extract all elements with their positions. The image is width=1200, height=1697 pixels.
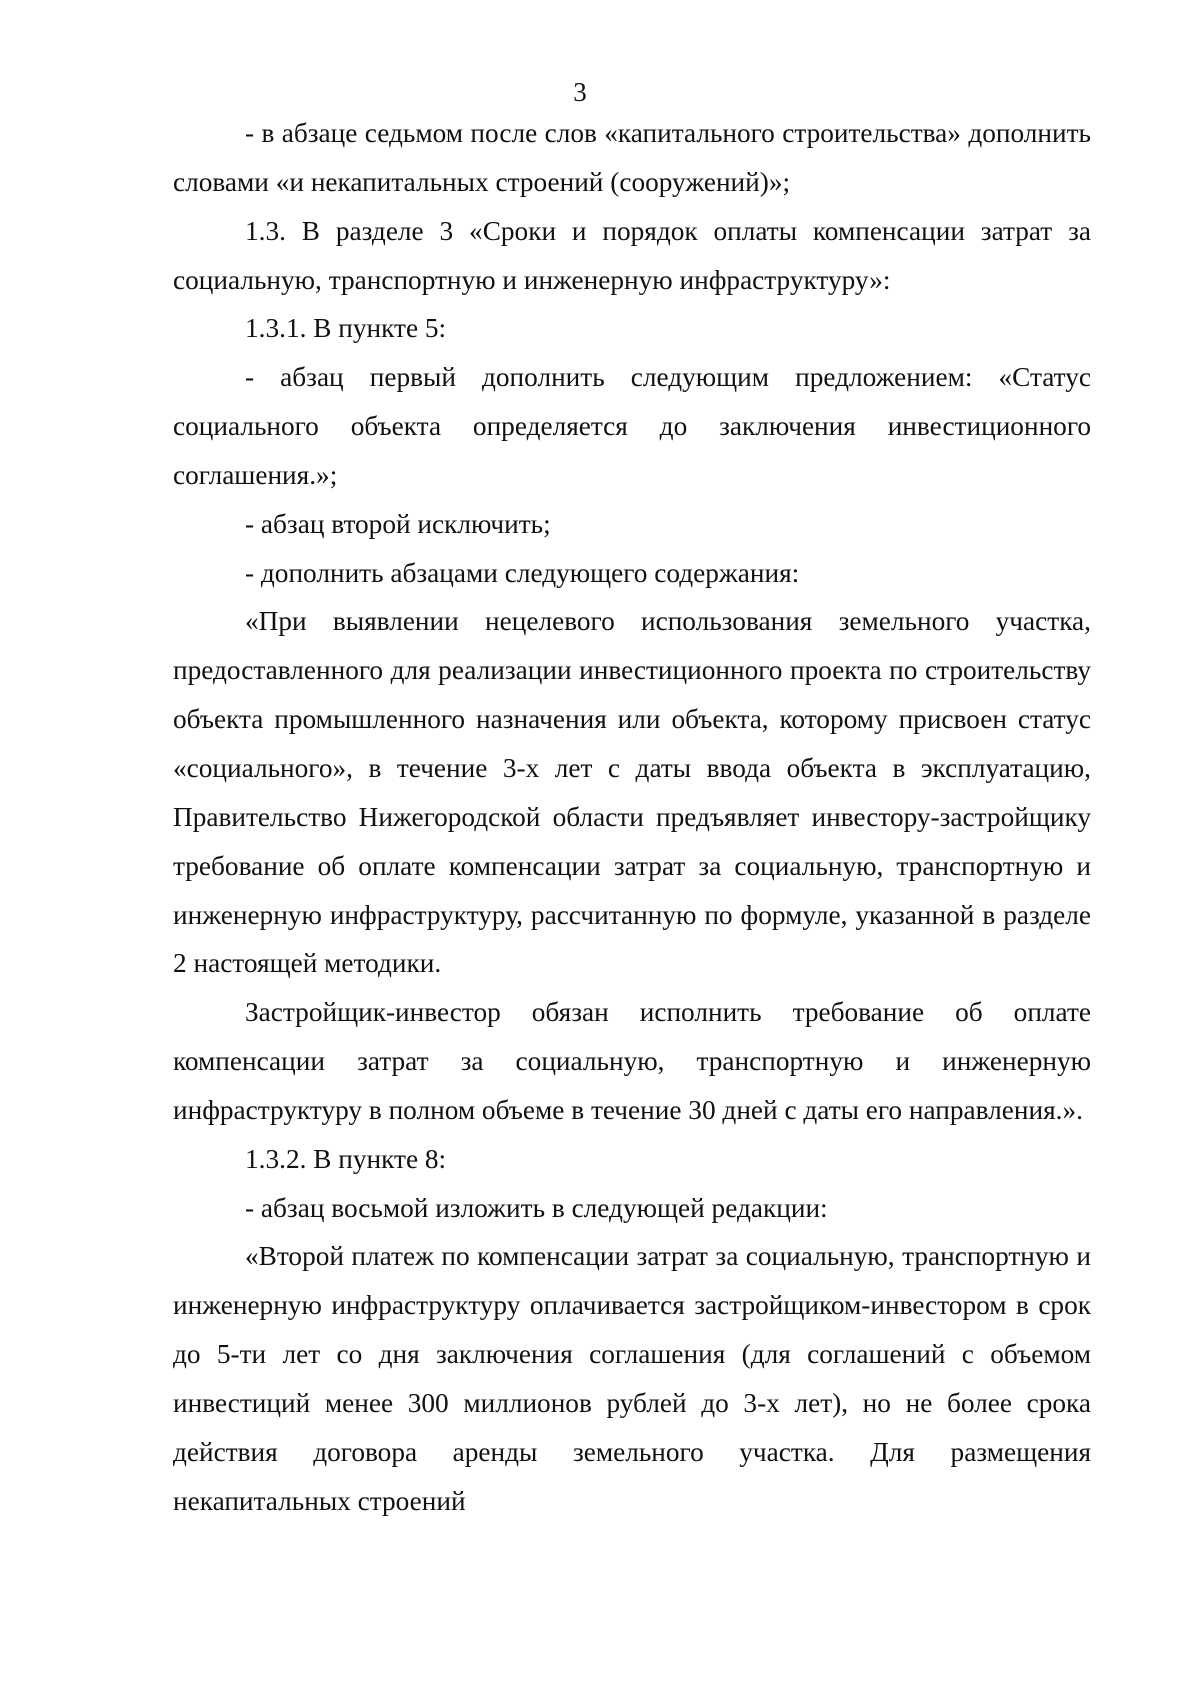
- paragraph-neceleve-ispolzovanie: «При выявлении нецелевого использования земельного участка, предоставленного для реализации инвестиционного проекта по строительству объекта промышленного назначения или объекта, которому присвоен статус «социального», в течение 3-х лет с даты ввода объекта в эксплуатацию, Правительство Нижегородской области предъявляет инвестору-застройщику требование об оплате компенсации затрат за социальную, транспортную и инженерную инфраструктуру, рассчитанную по формуле, указанной в разделе 2 настоящей методики.: [173, 606, 1091, 979]
- paragraph-section-1-3: 1.3. В разделе 3 «Сроки и порядок оплаты компенсации затрат за социальную, транспортную и инженерную инфраструктуру»:: [173, 215, 1091, 295]
- paragraph-vtoroy-platezh: «Второй платеж по компенсации затрат за социальную, транспортную и инженерную инфраструктуру оплачивается застройщиком-инвестором в срок до 5-ти лет со дня заключения соглашения (для соглашений с объемом инвестиций менее 300 миллионов рублей до 3-х лет), но не более срока действия договора аренды земельного участка. Для размещения некапитальных строений: [173, 1241, 1091, 1516]
- paragraph-item-1-3-1: 1.3.1. В пункте 5:: [245, 313, 447, 344]
- paragraph-abzac-vosmoy: - абзац восьмой изложить в следующей редакции:: [245, 1192, 828, 1223]
- paragraph-abzac-perviy: - абзац первый дополнить следующим предложением: «Статус социального объекта определяется до заключения инвестиционного соглашения.»;: [173, 362, 1091, 490]
- paragraph-zastroyshik-investor: Застройщик-инвестор обязан исполнить требование об оплате компенсации затрат за социальную, транспортную и инженерную инфраструктуру в полном объеме в течение 30 дней с даты его направления.».: [173, 997, 1091, 1125]
- paragraph-item-1-3-2: 1.3.2. В пункте 8:: [245, 1143, 447, 1174]
- paragraph-dopolnit-abzacami: - дополнить абзацами следующего содержания:: [245, 557, 800, 588]
- paragraph-abzac-vtoroy: - абзац второй исключить;: [245, 508, 551, 539]
- page-number: 3: [573, 77, 587, 107]
- document-body: [173, 109, 1091, 1525]
- paragraph-abzac-sedmoy: - в абзаце седьмом после слов «капитального строительства» дополнить словами «и некапитальных строений (сооружений)»;: [173, 118, 1091, 197]
